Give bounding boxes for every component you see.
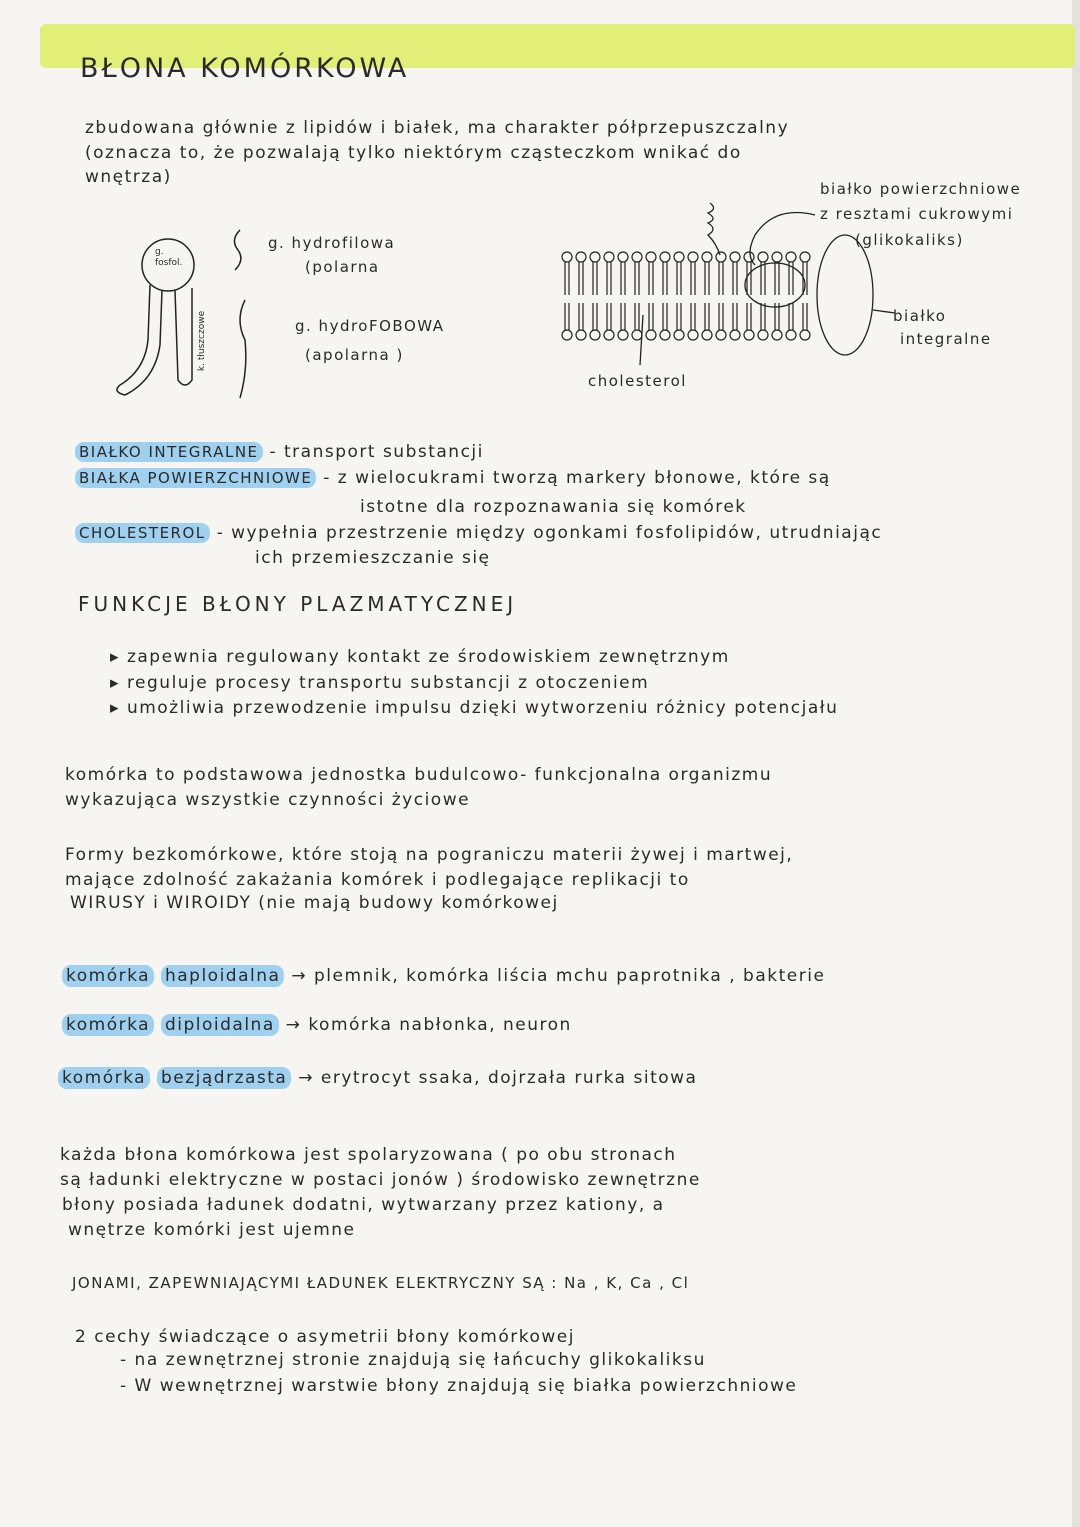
lipid-bottom [688, 303, 698, 340]
head-label-line: fosfol. [155, 258, 183, 268]
cell-definition: wykazująca wszystkie czynności życiowe [65, 790, 471, 810]
definition-text: - transport substancji [269, 442, 484, 462]
integral-protein-label: białko [893, 307, 947, 325]
lipid-bottom [730, 303, 740, 340]
page-title: BŁONA KOMÓRKOWA [80, 53, 410, 84]
term-highlight: BIAŁKA POWIERZCHNIOWE [75, 468, 316, 488]
term-highlight: BIAŁKO INTEGRALNE [75, 442, 263, 462]
term-highlight: bezjądrzasta [157, 1067, 291, 1089]
definition-cont: istotne dla rozpoznawania się komórek [360, 497, 747, 517]
lipid-top [758, 252, 768, 295]
lipid-bottom [576, 303, 586, 340]
arrow-icon: → [285, 1015, 302, 1035]
lipid-bottom [702, 303, 712, 340]
lipid-bottom [674, 303, 684, 340]
function-item: ▸ reguluje procesy transportu substancji z otoczeniem [110, 673, 650, 693]
lipid-top [688, 252, 698, 295]
term-highlight: CHOLESTEROL [75, 523, 210, 543]
cell-type-diploid [62, 1014, 572, 1036]
intro-line: wnętrza) [85, 167, 172, 187]
head-label [155, 247, 182, 269]
cell-type-anucleate [58, 1067, 697, 1089]
function-text: umożliwia przewodzenie impulsu dzięki wytworzeniu różnicy potencjału [126, 698, 839, 718]
definition-cont: ich przemieszczanie się [255, 548, 491, 568]
lipid-bottom [646, 303, 656, 340]
lipid-bottom [800, 303, 810, 340]
lipid-top [716, 252, 726, 295]
intro-line: (oznacza to, że pozwalają tylko niektórym cząsteczkom wnikać do [85, 143, 742, 163]
lipid-top [618, 252, 628, 295]
hydrophobic-sub: (apolarna ) [305, 346, 404, 364]
surface-protein-label: (glikokaliks) [855, 231, 964, 249]
acellular-text: WIRUSY i WIROIDY (nie mają budowy komórkowej [70, 893, 559, 913]
polarization-text: wnętrze komórki jest ujemne [68, 1220, 356, 1240]
lipid-top [604, 252, 614, 295]
lipid-bottom [660, 303, 670, 340]
lipid-top [786, 252, 796, 295]
polarization-text: są ładunki elektryczne w postaci jonów ) środowisko zewnętrzne [60, 1170, 701, 1190]
hydrophobic-label: g. hydroFOBOWA [295, 317, 445, 335]
definition-cholesterol [75, 522, 882, 544]
lipid-bottom [786, 303, 796, 340]
term-highlight: komórka [58, 1067, 150, 1089]
asymmetry-heading: 2 cechy świadczące o asymetrii błony komórkowej [75, 1327, 575, 1347]
lipid-top [702, 252, 712, 295]
lipid-top [660, 252, 670, 295]
functions-heading: FUNKCJE BŁONY PLAZMATYCZNEJ [78, 592, 518, 616]
lipid-bottom [632, 303, 642, 340]
lipid-bottom [618, 303, 628, 340]
term-highlight: komórka [62, 1014, 154, 1036]
cell-type-haploid [62, 965, 825, 987]
polarization-text: każda błona komórkowa jest spolaryzowana ( po obu stronach [60, 1145, 677, 1165]
surface-protein-label: białko powierzchniowe [820, 180, 1022, 198]
lipid-top [562, 252, 572, 295]
lipid-top [646, 252, 656, 295]
lipid-top [772, 252, 782, 295]
cell-type-text: komórka nabłonka, neuron [308, 1015, 572, 1035]
term-highlight: komórka [62, 965, 154, 987]
head-label-line: g. [155, 247, 164, 257]
lipid-top [674, 252, 684, 295]
tail-label: k. tłuszczowe [197, 310, 208, 372]
term-highlight: haploidalna [161, 965, 284, 987]
definition-integral [75, 441, 484, 463]
lipid-top [590, 252, 600, 295]
acellular-text: mające zdolność zakażania komórek i podlegające replikacji to [65, 870, 690, 890]
lipid-bottom [772, 303, 782, 340]
term-highlight: diploidalna [161, 1014, 279, 1036]
lipid-top [730, 252, 740, 295]
lipid-bottom [758, 303, 768, 340]
integral-protein-label: integralne [900, 330, 992, 348]
intro-line: zbudowana głównie z lipidów i białek, ma charakter półprzepuszczalny [85, 118, 790, 138]
cell-type-text: erytrocyt ssaka, dojrzała rurka sitowa [320, 1068, 698, 1088]
definition-surface [75, 467, 831, 489]
definition-text: - wypełnia przestrzenie między ogonkami fosfolipidów, utrudniając [216, 523, 883, 543]
phospholipid-drawing [100, 220, 270, 405]
hydrophilic-label: g. hydrofilowa [268, 234, 396, 252]
asymmetry-item: - na zewnętrznej stronie znajdują się łańcuchy glikokaliksu [120, 1350, 706, 1370]
function-item: ▸ umożliwia przewodzenie impulsu dzięki wytworzeniu różnicy potencjału [110, 698, 839, 718]
acellular-text: Formy bezkomórkowe, które stoją na pograniczu materii żywej i martwej, [65, 845, 794, 865]
cell-definition: komórka to podstawowa jednostka budulcowo- funkcjonalna organizmu [65, 765, 773, 785]
surface-protein-label: z resztami cukrowymi [820, 205, 1014, 223]
lipid-top [632, 252, 642, 295]
ions-text: JONAMI, ZAPEWNIAJĄCYMI ŁADUNEK ELEKTRYCZNY SĄ : Na , K, Ca , Cl [72, 1274, 690, 1292]
lipid-bottom [744, 303, 754, 340]
lipid-bottom [604, 303, 614, 340]
arrow-icon: → [298, 1068, 314, 1088]
function-text: reguluje procesy transportu substancji z otoczeniem [126, 673, 650, 693]
polarization-text: błony posiada ładunek dodatni, wytwarzany przez kationy, a [62, 1195, 665, 1215]
definition-text: - z wielocukrami tworzą markery błonowe, które są [323, 468, 831, 488]
hydrophilic-sub: (polarna [305, 258, 380, 276]
cell-type-text: plemnik, komórka liścia mchu paprotnika , bakterie [314, 966, 826, 986]
asymmetry-item: - W wewnętrznej warstwie błony znajdują się białka powierzchniowe [120, 1376, 798, 1396]
lipid-top [576, 252, 586, 295]
lipid-bottom [562, 303, 572, 340]
cholesterol-label: cholesterol [588, 372, 687, 390]
page-edge [1072, 0, 1080, 1527]
arrow-icon: → [291, 966, 308, 986]
lipid-bottom [716, 303, 726, 340]
function-item: ▸ zapewnia regulowany kontakt ze środowiskiem zewnętrznym [110, 647, 730, 667]
lipid-bottom [590, 303, 600, 340]
function-text: zapewnia regulowany kontakt ze środowiskiem zewnętrznym [126, 647, 730, 667]
